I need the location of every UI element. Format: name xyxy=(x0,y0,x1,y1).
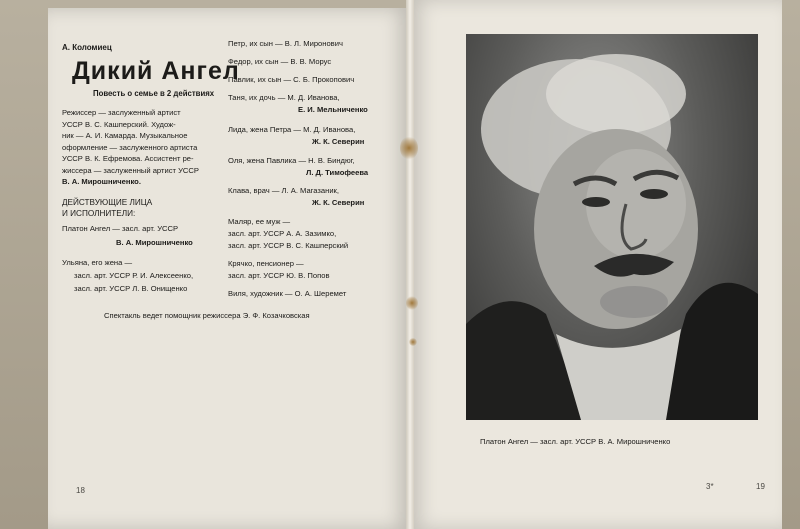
cast-entry-kryachko: Крячко, пенсионер — xyxy=(228,259,304,268)
cast-entry-vilya: Виля, художник — О. А. Шеремет xyxy=(228,289,347,298)
actor-portrait-photo xyxy=(466,34,758,420)
book-gutter xyxy=(406,0,414,529)
credits-line: В. А. Мирошниченко. xyxy=(62,177,141,186)
cast-entry-kryachko-actor: засл. арт. УССР Ю. В. Попов xyxy=(228,271,330,280)
photo-caption: Платон Ангел — засл. арт. УССР В. А. Мирошниченко xyxy=(480,437,671,446)
stain-mark xyxy=(409,338,417,346)
play-title: Дикий Ангел xyxy=(72,57,240,85)
cast-entry-klava: Клава, врач — Л. А. Магазаник, xyxy=(228,186,339,195)
credits-line: УССР В. К. Ефремова. Ассистент ре- xyxy=(62,154,194,163)
cast-entry-pavlik: Павлик, их сын — С. Б. Прокопович xyxy=(228,75,355,84)
cast-heading xyxy=(62,197,152,219)
cast-entry-ulyana-actor: засл. арт. УССР Л. В. Онищенко xyxy=(74,284,188,293)
credits-line: ник — А. И. Камарда. Музыкальное xyxy=(62,131,188,140)
credits-line: УССР В. С. Кашперский. Худож- xyxy=(62,119,176,129)
credits-line: жиссера — заслуженный артист УССР xyxy=(62,165,199,175)
production-credits xyxy=(62,107,199,188)
cast-entry-klava-actor: Ж. К. Северин xyxy=(312,198,365,207)
stage-manager-note: Спектакль ведет помощник режиссера Э. Ф. Козачковская xyxy=(104,311,310,320)
cast-entry-malyar-actor: засл. арт. УССР В. С. Кашперский xyxy=(228,241,349,250)
cast-entry-lida-actor: Ж. К. Северин xyxy=(312,137,365,146)
cast-entry-ulyana-actor: засл. арт. УССР Р. И. Алексеенко, xyxy=(74,271,194,280)
cast-entry-tanya-actor: Е. И. Мельниченко xyxy=(298,105,368,114)
page-number-right: 19 xyxy=(756,482,765,491)
cast-entry-malyar-actor: засл. арт. УССР А. А. Зазимко, xyxy=(228,229,337,238)
cast-heading-line: И ИСПОЛНИТЕЛИ: xyxy=(62,209,136,218)
cast-entry-platon: Платон Ангел — засл. арт. УССР xyxy=(62,224,179,233)
cast-entry-olya-actor: Л. Д. Тимофеева xyxy=(306,168,369,177)
cast-entry-platon-actor: В. А. Мирошниченко xyxy=(116,238,193,247)
play-subtitle: Повесть о семье в 2 действиях xyxy=(93,89,215,98)
credits-line: Режиссер — заслуженный артист xyxy=(62,108,181,117)
cast-entry-petr: Петр, их сын — В. Л. Миронович xyxy=(228,39,343,48)
credits-line: оформление — заслуженного артиста xyxy=(62,142,198,152)
page-number-left: 18 xyxy=(76,486,85,495)
cast-entry-lida: Лида, жена Петра — М. Д. Иванова, xyxy=(228,125,356,134)
author-name: А. Коломиец xyxy=(62,43,112,52)
cast-entry-tanya: Таня, их дочь — М. Д. Иванова, xyxy=(228,93,340,102)
cast-entry-fedor: Федор, их сын — В. В. Морус xyxy=(228,57,332,66)
cast-heading-line: ДЕЙСТВУЮЩИЕ ЛИЦА xyxy=(62,198,153,207)
cast-entry-ulyana: Ульяна, его жена — xyxy=(62,258,133,267)
cast-entry-malyar: Маляр, ее муж — xyxy=(228,217,291,226)
stain-mark xyxy=(400,136,418,160)
cast-entry-olya: Оля, жена Павлика — Н. В. Биндюг, xyxy=(228,156,355,165)
signature-mark: 3* xyxy=(706,482,714,491)
stain-mark xyxy=(406,296,418,310)
